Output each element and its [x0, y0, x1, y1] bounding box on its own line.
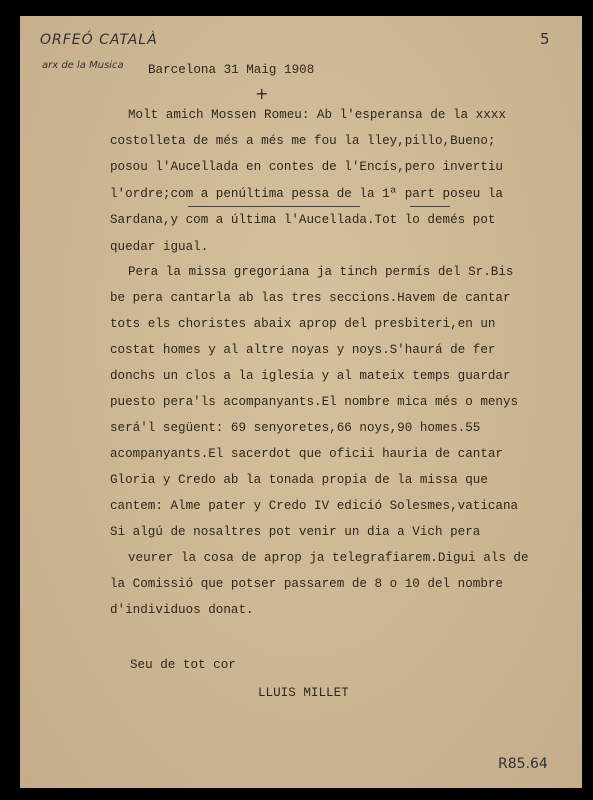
body-line: Sardana,y com a última l'Aucellada.Tot lo demés pot: [110, 213, 496, 227]
body-line: la Comissió que potser passarem de 8 o 10 del nombre: [110, 577, 503, 591]
body-line: costolleta de més a més me fou la lley,pillo,Bueno;: [110, 134, 496, 148]
letter-page: [20, 16, 582, 788]
body-line: será'l següent: 69 senyoretes,66 noys,90 homes.55: [110, 421, 481, 435]
closing-line: Seu de tot cor: [130, 658, 236, 672]
body-line: Molt amich Mossen Romeu: Ab l'esperansa de la xxxx: [128, 108, 506, 122]
body-line: Si algú de nosaltres pot venir un dia a Vich pera: [110, 525, 481, 539]
body-line: donchs un clos a la iglesia y al mateix temps guardar: [110, 369, 511, 383]
cross-mark: +: [255, 84, 269, 103]
body-line: quedar igual.: [110, 240, 209, 254]
archive-header: ORFEÓ CATALÀ: [40, 32, 158, 48]
body-line: Pera la missa gregoriana ja tinch permís del Sr.Bis: [128, 265, 514, 279]
date-line: Barcelona 31 Maig 1908: [148, 63, 315, 77]
archive-note: arx de la Musica: [42, 60, 124, 71]
body-line: cantem: Alme pater y Credo IV edició Solesmes,vaticana: [110, 499, 519, 513]
body-line: Gloria y Credo ab la tonada propia de la missa que: [110, 473, 488, 487]
underline-mark: [188, 206, 360, 207]
catalog-number: R85.64: [498, 756, 548, 772]
signature: LLUIS MILLET: [258, 686, 349, 700]
body-line: l'ordre;com a penúltima pessa de la 1ª part poseu la: [110, 187, 503, 201]
body-line: acompanyants.El sacerdot que oficii hauria de cantar: [110, 447, 503, 461]
body-line: be pera cantarla ab las tres seccions.Havem de cantar: [110, 291, 511, 305]
body-line: d'individuos donat.: [110, 603, 254, 617]
body-line: tots els choristes abaix aprop del presbiteri,en un: [110, 317, 496, 331]
body-line: puesto pera'ls acompanyants.El nombre mica més o menys: [110, 395, 519, 409]
body-line: veurer la cosa de aprop ja telegrafiarem.Digui als de: [128, 551, 529, 565]
underline-mark: [410, 206, 450, 207]
page-number: 5: [540, 30, 550, 48]
body-line: costat homes y al altre noyas y noys.S'haurá de fer: [110, 343, 496, 357]
body-line: posou l'Aucellada en contes de l'Encís,pero invertiu: [110, 160, 503, 174]
